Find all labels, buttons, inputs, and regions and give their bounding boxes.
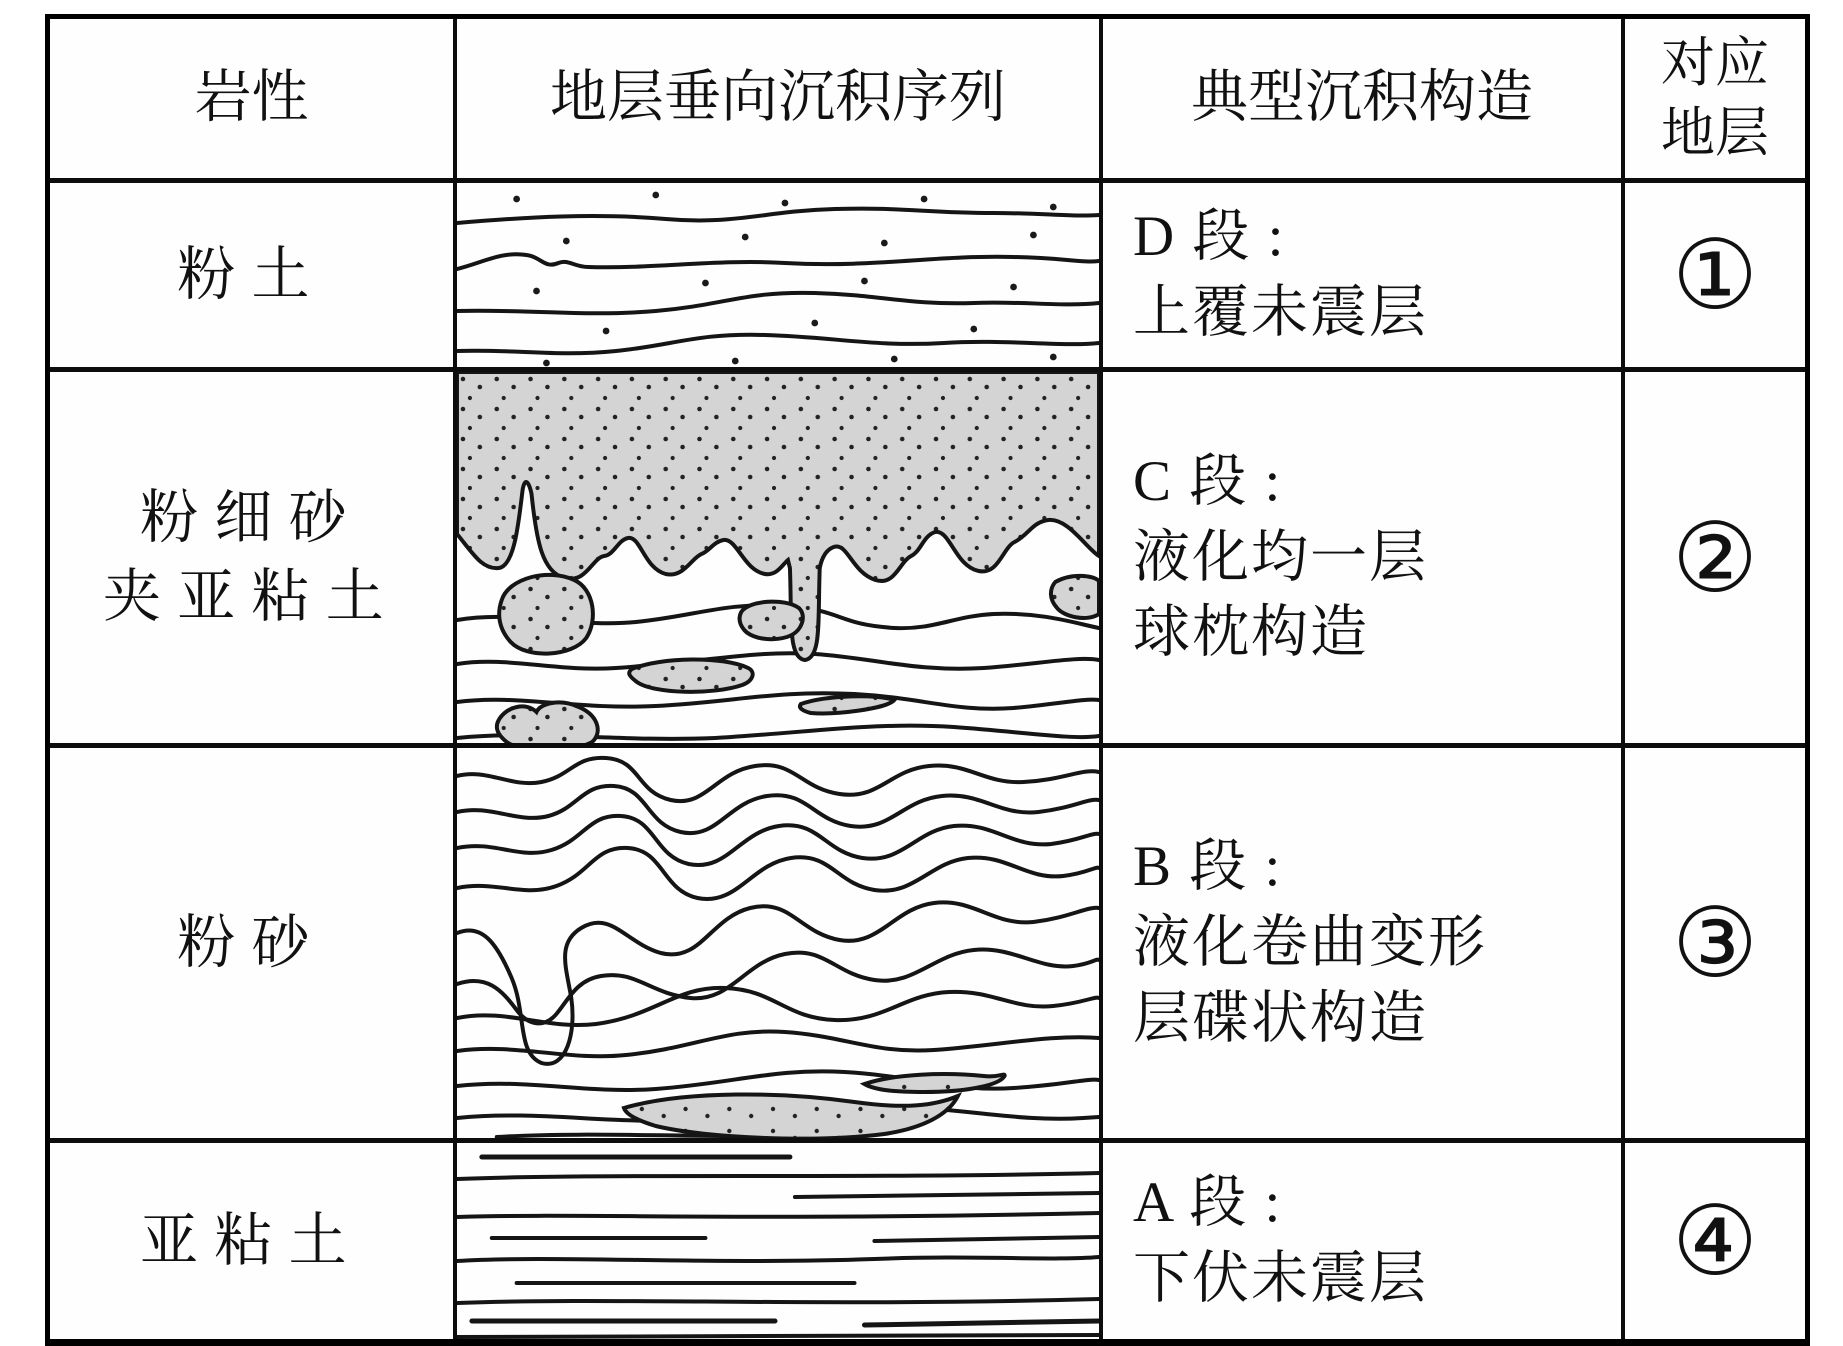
sand-sill-lenses [624,1074,1005,1138]
stratum-cell-4 [1625,1143,1805,1339]
header-lithology [50,19,457,183]
sequence-cell-clay [457,1143,1103,1339]
lithology-cell-clay [50,1143,457,1339]
structure-line: 上覆未震层 [1133,281,1428,344]
header-stratum-label-line1: 对应 [1661,33,1769,94]
lithology-label: 粉砂 [177,909,326,975]
structure-line: B 段 : [1133,835,1283,899]
structure-cell-a [1103,1143,1625,1339]
stratum-cell-2 [1625,372,1805,748]
structure-line: D 段 : [1133,205,1286,269]
convolute-bedding-drawing [457,748,1099,1138]
structure-line: 球枕构造 [1133,601,1369,665]
stratum-cell-3 [1625,748,1805,1143]
header-lithology-label: 岩性 [194,66,309,130]
lithology-label: 粉土 [177,241,326,307]
structure-line: 液化均一层 [1133,525,1428,589]
header-sequence-label: 地层垂向沉积序列 [550,66,1006,130]
structure-line: C 段 : [1133,449,1283,513]
stratum-cell-1 [1625,183,1805,372]
lithology-cell-fine-sand-clay [50,372,457,748]
stratigraphy-table [45,14,1810,1346]
stratum-circled-number: ④ [1671,1185,1759,1297]
header-structures [1103,19,1625,183]
structure-line: A 段 : [1133,1171,1283,1235]
lithology-label: 粉细砂 [140,485,363,551]
stratum-circled-number: ② [1671,501,1759,614]
structure-cell-d [1103,183,1625,372]
header-structures-label: 典型沉积构造 [1191,66,1533,130]
lithology-cell-silty-sand [50,748,457,1143]
structure-line: 下伏未震层 [1133,1247,1428,1310]
structure-line: 液化卷曲变形 [1133,911,1487,975]
sequence-cell-silt [457,183,1103,372]
lithology-cell-silt [50,183,457,372]
structure-cell-c [1103,372,1625,748]
liquefied-sand-ball-and-pillow-drawing [457,372,1099,743]
header-stratum [1625,19,1805,183]
lithology-label: 亚粘土 [140,1207,363,1273]
stratum-circled-number: ① [1671,219,1759,331]
stratum-circled-number: ③ [1671,887,1759,999]
sequence-cell-fine-sand [457,372,1103,748]
structure-cell-b [1103,748,1625,1143]
header-stratum-label-line2: 地层 [1661,102,1769,163]
structure-line: 层碟状构造 [1133,986,1428,1050]
convolute-laminae [457,758,1099,1064]
header-sequence [457,19,1103,183]
lithology-label: 夹亚粘土 [103,563,400,629]
horizontal-laminated-silt-drawing [457,183,1099,367]
sequence-cell-silty-sand [457,748,1103,1143]
horizontal-bedded-clay-drawing [457,1143,1099,1339]
